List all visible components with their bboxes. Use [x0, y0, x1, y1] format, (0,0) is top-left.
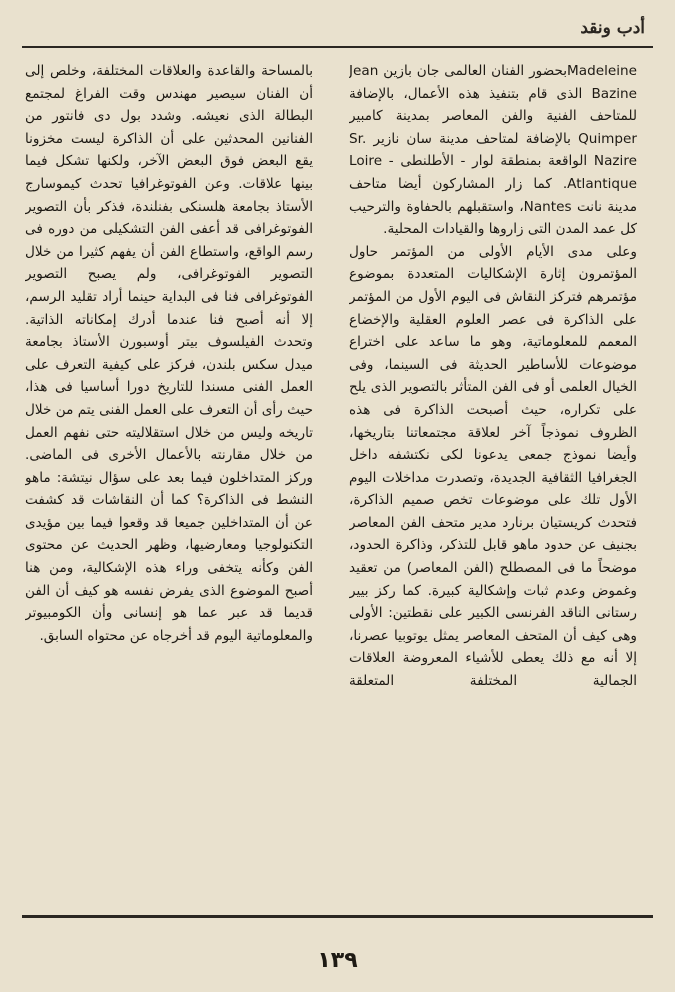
- footer-divider: [22, 915, 653, 918]
- paragraph: وعلى مدى الأيام الأولى من المؤتمر حاول المؤتمرون إثارة الإشكاليات المتعددة بموضوع مؤتمرهم فتركز النقاش فى اليوم الأول من المؤتمر على الذاكرة فى عصر العلوم العقلية والإخضاع المعمم للمعلوماتية، وهو ما ساعد على اختراع موضوعات للأساطير الحديثة فى السينما، وفى الخيال العلمى أو فى الفن المتأثر بالتصوير الذى يلح على تكراره، حيث أصبحت الذاكرة فى هذه الظروف نموذجاً آخر لعلاقة مجتمعاتنا بتاريخها، وأيضا نموذج جمعى يدعونا لكى نكتشفه داخل الجغرافيا الثقافية الجديدة، وتصدرت مداخلات اليوم الأول تلك على موضوعات تخص صميم الذاكرة، فتحدث كريستيان برنارد مدير متحف الفن المعاصر بجنيف عن حدود ماهو قابل للتذكر، وذاكرة الحدود، موضحاً ما فى المصطلح (الفن المعاصر) من تعقيد وغموض وعدم ثبات وإشكالية كبيرة. كما ركز بيير رستانى الناقد الفرنسى الكبير على نقطتين: الأولى وهى كيف أن المتحف المعاصر يمثل يوتوبيا عصرنا، إلا أنه مع ذلك يعطى للأشياء المعروضة العلاقات الجمالية المختلفة المتعلقة: [349, 243, 637, 690]
- section-title: أدب ونقد: [580, 18, 645, 38]
- page-number: ١٣٩: [317, 948, 358, 973]
- text-column-left: [25, 60, 313, 900]
- text-column-right: [349, 60, 637, 900]
- paragraph: بالمساحة والقاعدة والعلاقات المختلفة، وخلص إلى أن الفنان سيصير مهندس وقت الفراغ لمجتمع البطالة الذى نعيشه. وشدد بول دى فانتور من الفنانين المحدثين على أن الذاكرة ليست مخزونا يقع البعض فوق البعض الآخر، ولكنها تشكل فيما بينها علاقات. وعن الفوتوغرافيا تحدث كيموسارج الأستاذ بجامعة هلسنكى بفنلندة، فذكر بأن التصوير الفوتوغرافى قد أعفى الفن التشكيلى من دوره فى رسم الواقع، واستطاع الفن أن يفهم كثيرا من خلال التصوير الفوتوغرافى، ولم يصبح التصوير الفوتوغرافى فنا فى البداية حينما أراد تقليد الرسم، إلا أنه أصبح فنا عندما أدرك إمكاناته الذاتية.: [25, 63, 313, 328]
- header-divider: [22, 46, 653, 48]
- paragraph: Madeleineبحضور الفنان العالمى جان بازين Jean Bazine الذى قام بتنفيذ هذه الأعمال، بالإضافة للمتاحف الفنية والفن المعاصر بمدينة كامبير Quimper بالإضافة لمتاحف مدينة سان نازير Sr. Nazire الواقعة بمنطقة لوار - الأطلنطى - Loire Atlantique. كما زار المشاركون أيضا متاحف مدينة نانت Nantes، واستقبلهم بالحفاوة والترحيب كل عمد المدن التى زاروها والقيادات المحلية.: [349, 63, 637, 238]
- paragraph: وتحدث الفيلسوف بيتر أوسبورن الأستاذ بجامعة ميدل سكس بلندن، فركز على كيفية التعرف على العمل الفنى مسندا للتاريخ دورا أساسيا فى هذا، حيث رأى أن التعرف على العمل الفنى يتم من خلال تاريخه وليس من خلال استقلاليته حتى نفهم العمل من خلال مقارنته بالأعمال الأخرى فى الماضى. وركز المتداخلون فيما بعد على سؤال نيتشة: ماهو النشط فى الذاكرة؟ كما أن النقاشات قد كشفت عن أن المتداخلين جميعا قد وقعوا فيما بين مؤيدى التكنولوجيا ومعارضيها، وظهر الحديث عن محتوى الفن وكأنه يتخفى وراء هذه الإشكالية، ومن هنا أصبح الموضوع الذى يفرض نفسه هو كيف أن الفن قديما قد عبر عما هو إنسانى وأن الكومبيوتر والمعلوماتية اليوم قد أخرجاه عن محتواه السابق.: [25, 334, 313, 644]
